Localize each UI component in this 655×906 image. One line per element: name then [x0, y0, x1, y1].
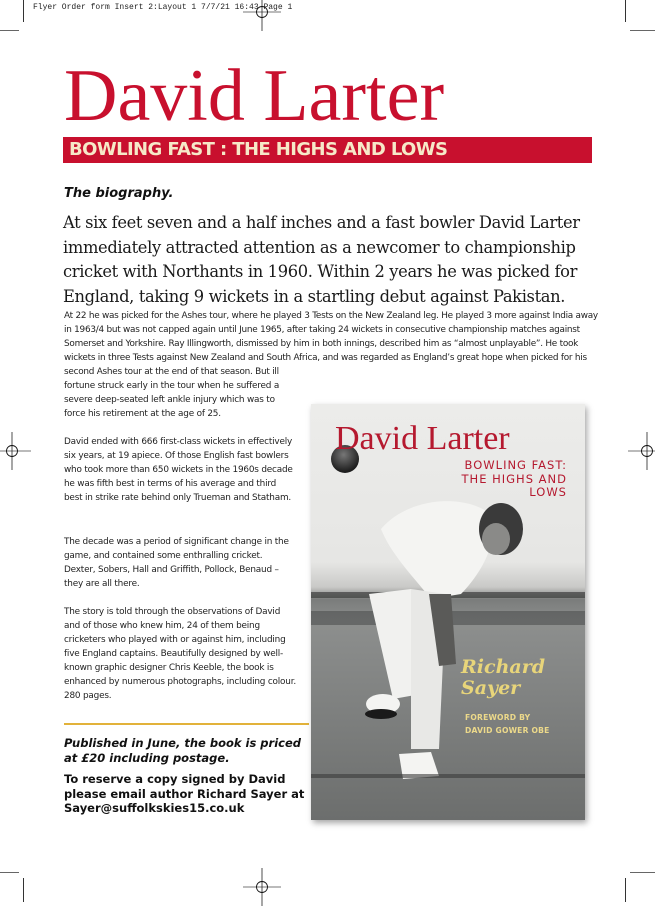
subtitle-text: BOWLING FAST : THE HIGHS AND LOWS: [69, 139, 448, 160]
section-label: The biography.: [64, 186, 174, 201]
cover-author: [461, 657, 545, 699]
crop-mark: [630, 30, 655, 31]
cover-subtitle-line: LOWS: [529, 485, 567, 499]
registration-mark-icon: [628, 432, 655, 470]
cover-author-first: Richard: [461, 656, 545, 678]
crop-mark: [0, 872, 19, 873]
book-cover-image: [311, 404, 585, 820]
cover-subtitle-line: BOWLING FAST:: [464, 458, 567, 472]
registration-mark-icon: [0, 432, 31, 470]
publication-info: Published in June, the book is priced at £20 including postage.: [64, 736, 302, 765]
printer-slug-line: Flyer Order form Insert 2:Layout 1 7/7/21 16:43 Page 1: [33, 3, 293, 12]
crop-mark: [23, 0, 24, 22]
crop-mark: [625, 878, 626, 902]
cover-foreword: [465, 711, 550, 737]
registration-mark-icon: [243, 868, 281, 906]
body-paragraph-stats: David ended with 666 first-class wickets in effectively six years, at 19 apiece. Of those English fast bowlers who took more than 650 wickets in the 1960s decade he was fifth best in terms of his average and third best in strike rate behind only Trueman and Statham.: [64, 437, 293, 503]
cover-foreword-line: FOREWORD BY: [465, 713, 531, 722]
cover-subtitle-line: THE HIGHS AND: [461, 471, 567, 486]
body-paragraph-wide: At 22 he was picked for the Ashes tour, where he played 3 Tests on the New Zealand leg. He played 3 more against India away in 1963/4 but was not capped again until June 1965, after taking 24 wickets in consecutive championship matches against Somerset and Yorkshire. Ray Illingworth, dismissed by him in both innings, described him as “almost unplayable”. He took wickets in three Tests against New Zealand and South Africa, and was regarded as England’s great hope when picked for his second Ashes tour at the end of that season. But ill: [64, 311, 598, 377]
subtitle-banner: [63, 137, 592, 163]
page-title: David Larter: [64, 55, 445, 137]
crop-mark: [630, 872, 655, 873]
cover-subtitle: [462, 459, 567, 500]
lead-paragraph: At six feet seven and a half inches and a fast bowler David Larter immediately attracted attention as a newcomer to championship cricket with Northants in 1960. Within 2 years he was picked for England, taking 9 wickets in a startling debut against Pakistan.: [63, 213, 580, 306]
crop-mark: [625, 0, 626, 22]
cover-title: David Larter: [335, 420, 510, 457]
crop-mark: [23, 878, 24, 902]
body-paragraph-continued: fortune struck early in the tour when he suffered a severe deep-seated left ankle injury which was to force his retirement at the age of 25.: [64, 381, 280, 419]
crop-mark: [0, 30, 19, 31]
body-paragraph-story: The story is told through the observations of David and of those who knew him, 24 of them being cricketers who played with or against him, including five England captains. Beautifully designed by well-known graphic designer Chris Keeble, the book is enhanced by numerous photographs, including colour. 280 pages.: [64, 607, 296, 701]
reserve-copy-info: To reserve a copy signed by David please email author Richard Sayer at Sayer@suffolkskies15.co.uk: [64, 772, 305, 815]
cover-foreword-line: DAVID GOWER OBE: [465, 726, 550, 735]
cover-author-last: Sayer: [461, 677, 521, 699]
body-paragraph-decade: The decade was a period of significant change in the game, and contained some enthralling cricket. Dexter, Sobers, Hall and Griffith, Pollock, Benaud – they are all there.: [64, 537, 289, 589]
divider-rule: [64, 723, 309, 725]
registration-mark-icon: [243, 0, 281, 31]
